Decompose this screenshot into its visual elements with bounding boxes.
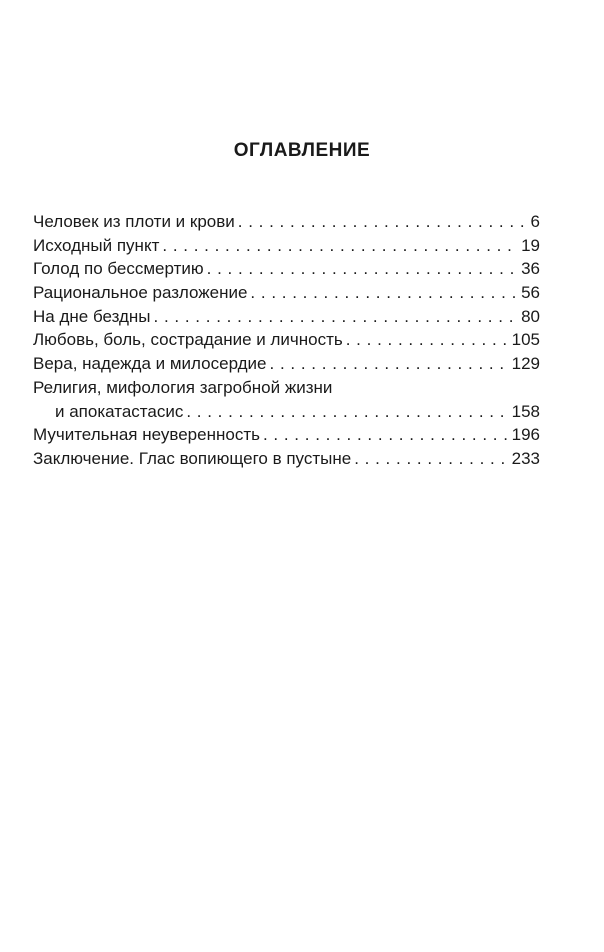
toc-entry-title: На дне бездны <box>33 306 151 326</box>
table-of-contents <box>33 210 540 471</box>
toc-entry <box>33 234 540 258</box>
toc-page-number: 6 <box>530 212 540 231</box>
toc-leader-dots <box>250 281 518 305</box>
toc-entry-title: Религия, мифология загробной жизни <box>33 377 333 397</box>
toc-entry <box>33 447 540 471</box>
toc-page-number: 19 <box>521 235 540 255</box>
toc-entry <box>33 257 540 281</box>
toc-entry-title-continued: и апокатастасис <box>55 401 184 421</box>
toc-leader-dots <box>154 305 519 329</box>
toc-page-number: 105 <box>511 330 540 350</box>
toc-leader-dots <box>354 447 508 471</box>
toc-leader-dots <box>207 257 518 281</box>
toc-entry <box>33 352 540 376</box>
toc-leader-dots <box>186 400 508 424</box>
toc-page-number: 233 <box>511 448 540 468</box>
toc-entry-title: Рациональное разложение <box>33 283 248 303</box>
toc-entry <box>33 210 540 234</box>
toc-leader-dots <box>162 234 518 258</box>
toc-entry-title: Заключение. Глас вопиющего в пустыне <box>33 448 352 468</box>
toc-entry <box>33 305 540 329</box>
toc-page-number: 80 <box>521 306 540 326</box>
toc-entry-title: Исходный пункт <box>33 235 160 255</box>
toc-leader-dots <box>270 352 509 376</box>
toc-entry-title: Мучительная неуверенность <box>33 425 260 445</box>
toc-entry-title: Человек из плоти и крови <box>33 212 235 231</box>
toc-leader-dots <box>238 210 528 234</box>
toc-page-number: 196 <box>511 425 540 445</box>
toc-page-number: 129 <box>511 354 540 374</box>
toc-leader-dots <box>263 423 509 447</box>
toc-entry-title: Вера, надежда и милосердие <box>33 354 267 374</box>
toc-leader-dots <box>346 328 509 352</box>
toc-entry-title: Любовь, боль, сострадание и личность <box>33 330 343 350</box>
toc-entry <box>33 281 540 305</box>
page-title: ОГЛАВЛЕНИЕ <box>233 140 371 161</box>
toc-entry <box>33 376 540 400</box>
toc-page-number: 56 <box>521 283 540 303</box>
toc-entry-continuation <box>33 400 540 424</box>
toc-page-number: 36 <box>521 259 540 279</box>
toc-entry-title: Голод по бессмертию <box>33 259 204 279</box>
toc-page-number: 158 <box>511 401 540 421</box>
toc-entry <box>33 423 540 447</box>
toc-entry <box>33 328 540 352</box>
